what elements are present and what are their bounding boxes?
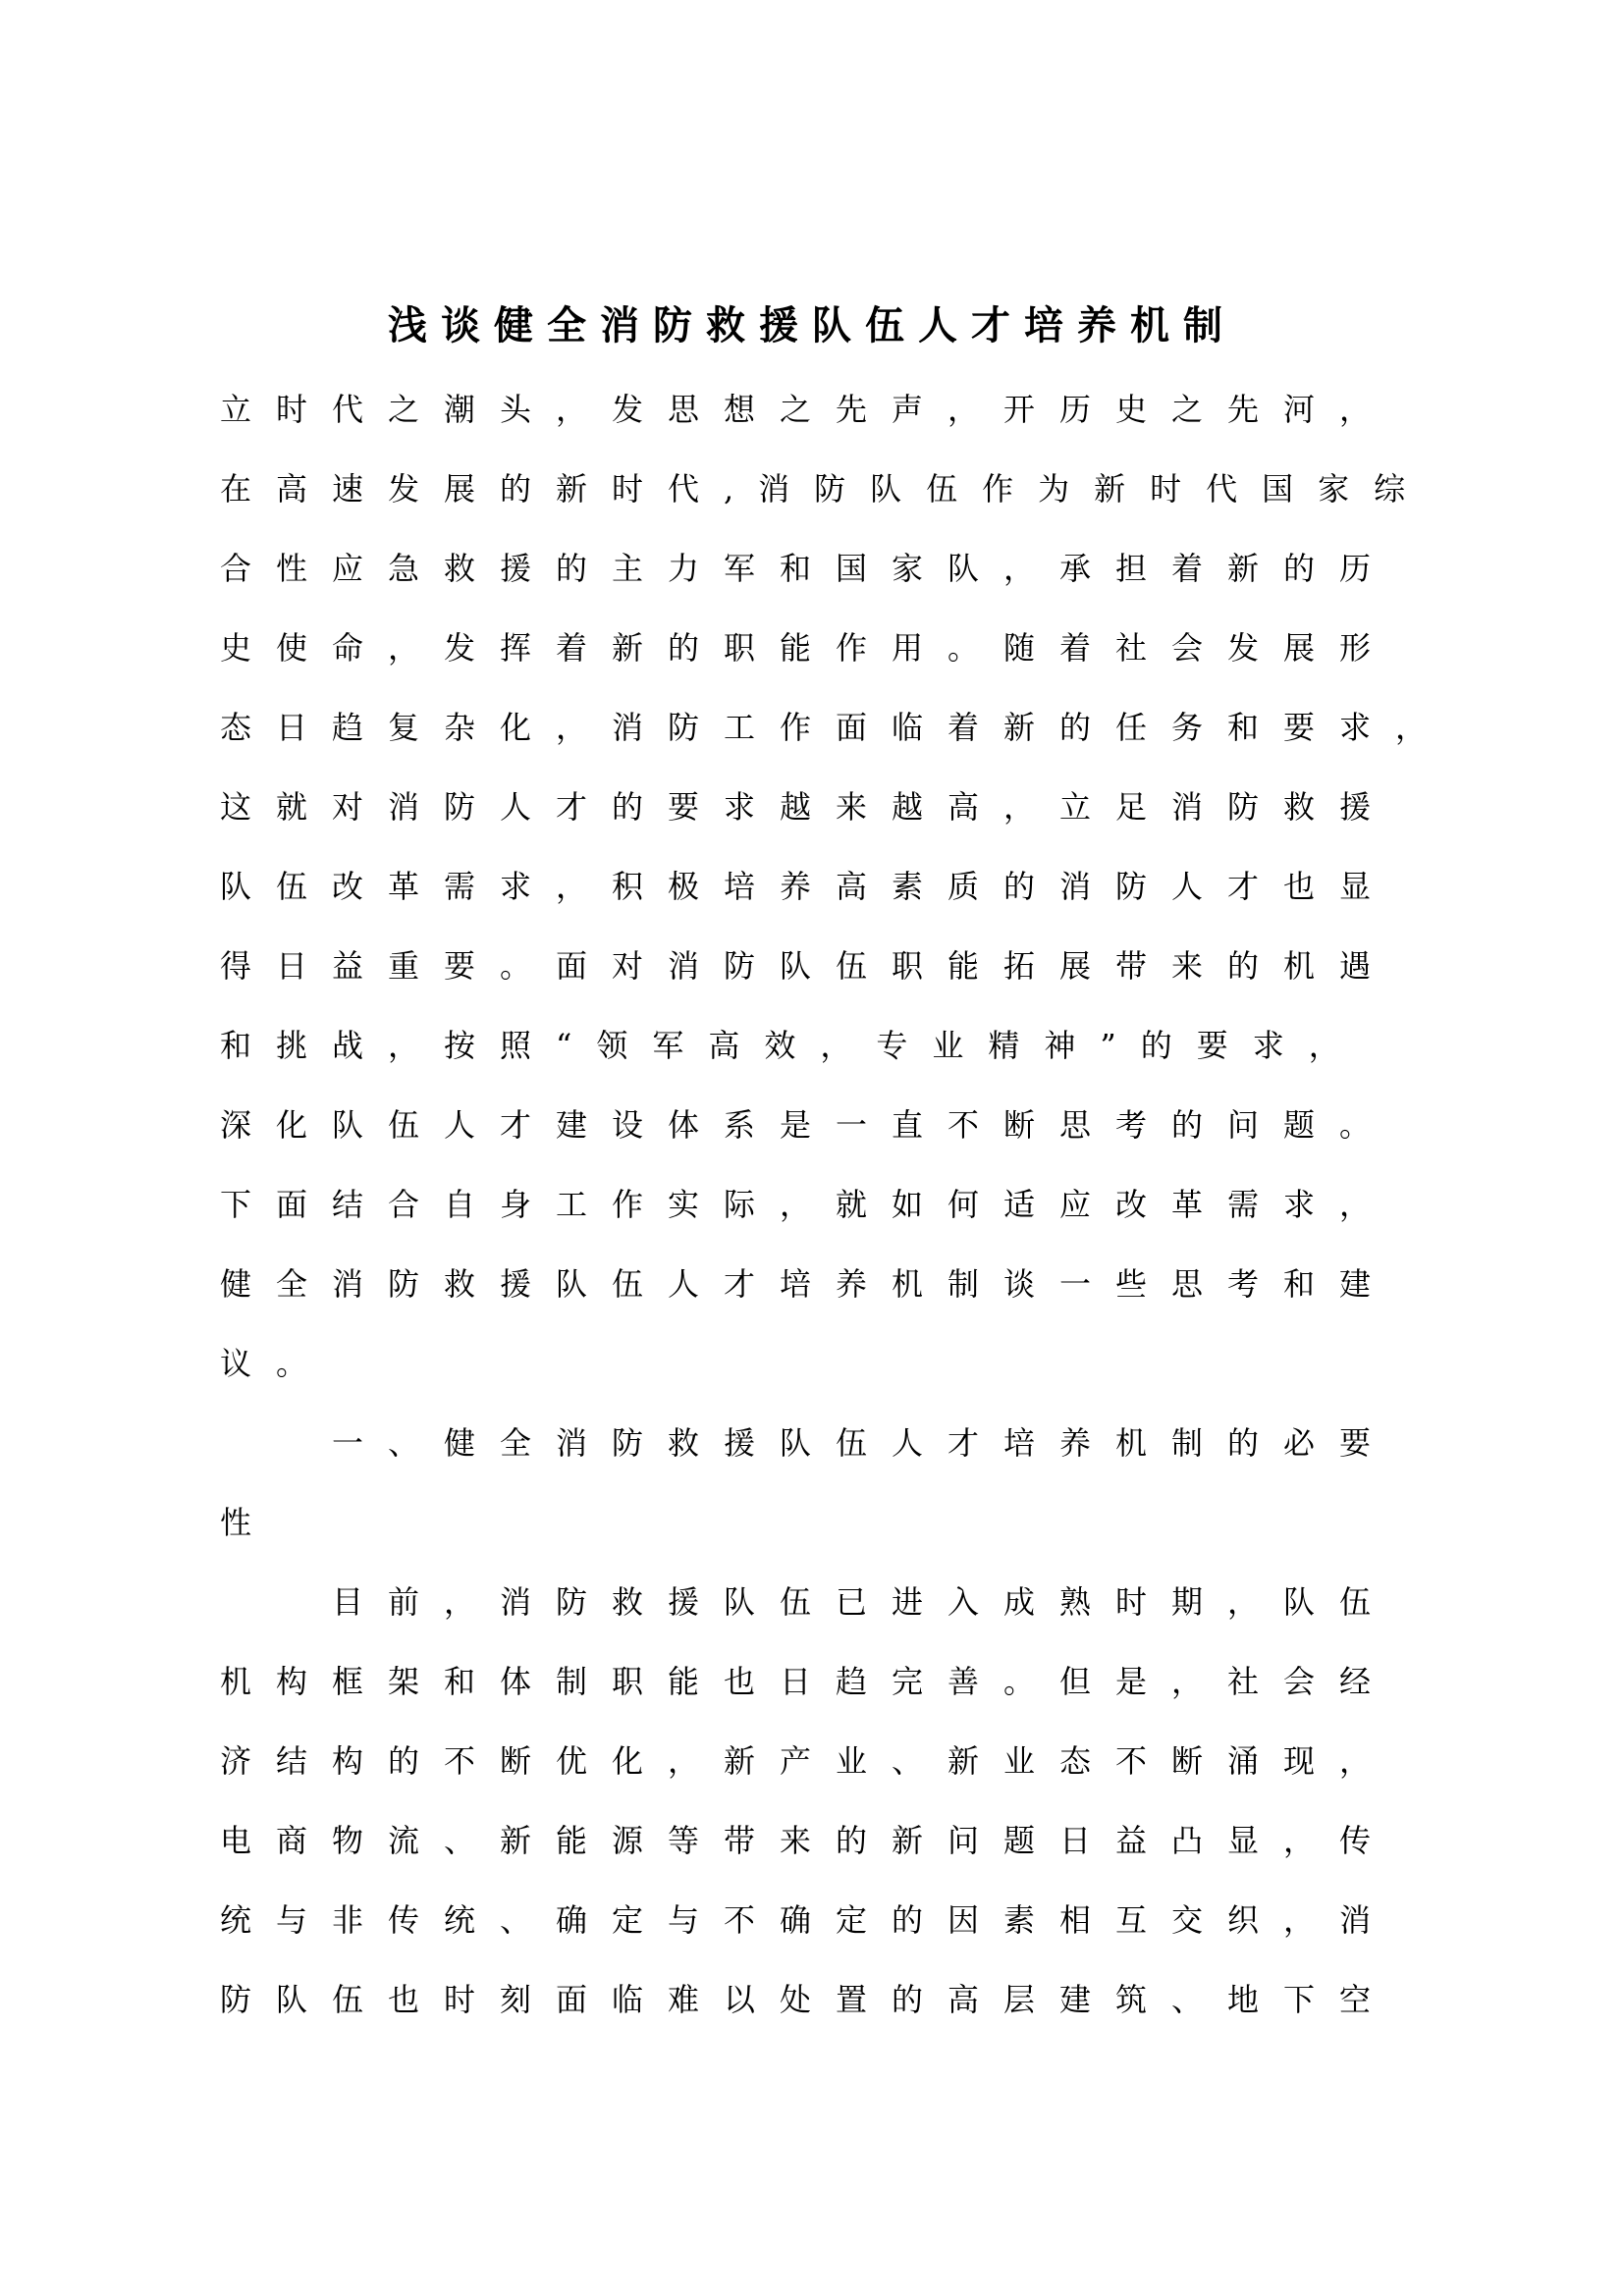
- document-title: 浅谈健全消防救援队伍人才培养机制: [388, 302, 1236, 348]
- body-line: 议。: [220, 1345, 333, 1382]
- body-line: 这就对消防人才的要求越来越高，立足消防救援: [220, 788, 1396, 826]
- body-line: 机构框架和体制职能也日趋完善。但是，社会经: [220, 1663, 1396, 1700]
- section-heading-continuation: 性: [220, 1504, 277, 1541]
- body-line: 态日趋复杂化，消防工作面临着新的任务和要求，: [220, 709, 1452, 746]
- body-line: 在高速发展的新时代,消防队伍作为新时代国家综: [220, 470, 1431, 507]
- section-heading: 一、健全消防救援队伍人才培养机制的必要: [332, 1424, 1396, 1462]
- body-line: 健全消防救援队伍人才培养机制谈一些思考和建: [220, 1265, 1396, 1303]
- body-line: 济结构的不断优化，新产业、新业态不断涌现，: [220, 1742, 1396, 1780]
- body-line: 立时代之潮头，发思想之先声，开历史之先河，: [220, 391, 1396, 428]
- body-line: 深化队伍人才建设体系是一直不断思考的问题。: [220, 1106, 1396, 1144]
- body-line: 下面结合自身工作实际，就如何适应改革需求，: [220, 1186, 1396, 1223]
- body-line: 史使命，发挥着新的职能作用。随着社会发展形: [220, 629, 1396, 667]
- document-body: [220, 385, 1452, 2055]
- body-line: 统与非传统、确定与不确定的因素相互交织，消: [220, 1901, 1396, 1939]
- body-line: 得日益重要。面对消防队伍职能拓展带来的机遇: [220, 947, 1396, 985]
- body-line: 防队伍也时刻面临难以处置的高层建筑、地下空: [220, 1981, 1396, 2018]
- body-line: 合性应急救援的主力军和国家队，承担着新的历: [220, 550, 1396, 587]
- body-line: 队伍改革需求，积极培养高素质的消防人才也显: [220, 868, 1396, 905]
- body-line: 和挑战，按照“领军高效，专业精神”的要求，: [220, 1027, 1365, 1064]
- body-line: 目前，消防救援队伍已进入成熟时期，队伍: [332, 1583, 1396, 1621]
- body-line: 电商物流、新能源等带来的新问题日益凸显，传: [220, 1822, 1396, 1859]
